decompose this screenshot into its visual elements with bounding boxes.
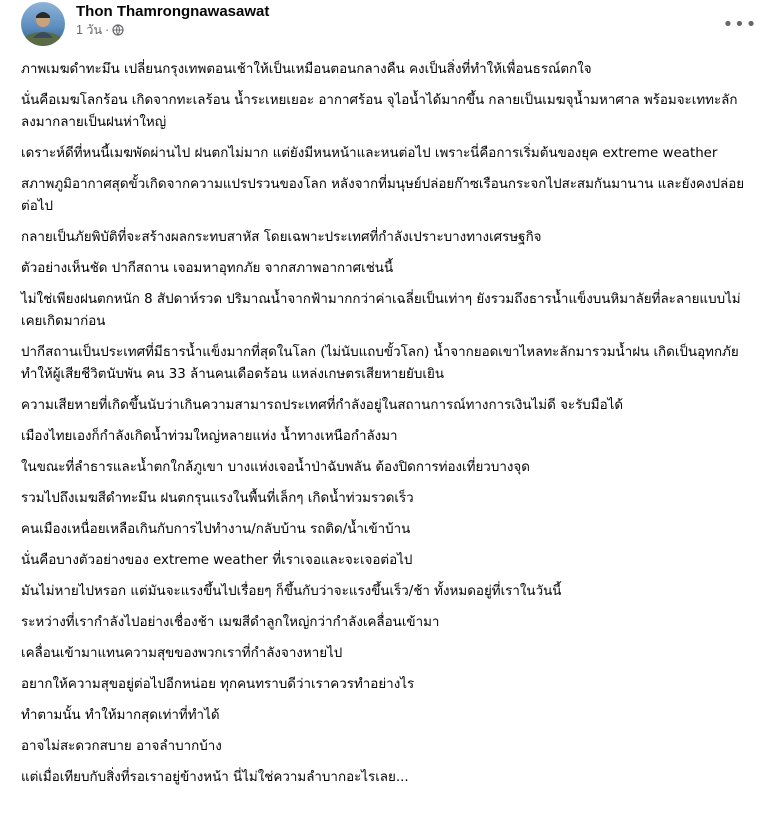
post-meta <box>76 22 269 38</box>
more-options-icon: ••• <box>722 13 758 35</box>
author-avatar[interactable] <box>21 2 65 46</box>
post-paragraph: มันไม่หายไปหรอก แต่มันจะแรงขึ้นไปเรื่อยๆ ก็ขึ้นกับว่าจะแรงขึ้นเร็ว/ช้า ทั้งหมดอยู่ที่เราในวันนี้ <box>21 584 562 599</box>
post-paragraph: เมืองไทยเองก็กำลังเกิดน้ำท่วมใหญ่หลายแห่ง น้ำทางเหนือกำลังมา <box>21 429 398 444</box>
post-paragraph: ไม่ใช่เพียงฝนตกหนัก 8 สัปดาห์รวด ปริมาณน้ำจากฟ้ามากกว่าค่าเฉลี่ยเป็นเท่าๆ ยังรวมถึงธารน้ำแข็งบนหิมาลัยที่ละลายแบบไม่เคยเกิดมาก่อน <box>21 292 741 329</box>
post-body <box>21 52 752 789</box>
post-paragraph: เดราะห์ดีที่หนนี้เมฆพัดผ่านไป ฝนตกไม่มาก แต่ยังมีหนหน้าและหนต่อไป เพราะนี่คือการเริ่มต้นของยุค extreme weather <box>21 146 718 161</box>
post-header <box>21 0 758 52</box>
post-paragraph: ตัวอย่างเห็นชัด ปากีสถาน เจอมหาอุทกภัย จากสภาพอากาศเช่นนี้ <box>21 261 394 276</box>
globe-icon <box>112 24 124 36</box>
post-paragraph: นั่นคือเมฆโลกร้อน เกิดจากทะเลร้อน น้ำระเหยเยอะ อากาศร้อน จุไอน้ำได้มากขึ้น กลายเป็นเมฆจุน้ำมหาศาล พร้อมจะเททะลักลงมากลายเป็นฝนห่าใหญ่ <box>21 93 738 130</box>
more-options-button[interactable] <box>722 6 758 42</box>
post-paragraph: กลายเป็นภัยพิบัติที่จะสร้างผลกระทบสาหัส โดยเฉพาะประเทศที่กำลังเปราะบางทางเศรษฐกิจ <box>21 230 542 245</box>
post-paragraph: รวมไปถึงเมฆสีดำทะมึน ฝนตกรุนแรงในพื้นที่เล็กๆ เกิดน้ำท่วมรวดเร็ว <box>21 491 414 506</box>
post-paragraph: ปากีสถานเป็นประเทศที่มีธารน้ำแข็งมากที่สุดในโลก (ไม่นับแถบขั้วโลก) น้ำจากยอดเขาไหลทะลักมารวมน้ำฝน เกิดเป็นอุทกภัยทำให้ผู้เสียชีวิตนับพัน คน 33 ล้านคนเดือดร้อน แหล่งเกษตรเสียหายยับเยิน <box>21 345 739 382</box>
post-paragraph: ในขณะที่ลำธารและน้ำตกใกล้ภูเขา บางแห่งเจอน้ำป่าฉับพลัน ต้องปิดการท่องเที่ยวบางจุด <box>21 460 530 475</box>
post-paragraph: ระหว่างที่เรากำลังไปอย่างเชื่องช้า เมฆสีดำลูกใหญ่กว่ากำลังเคลื่อนเข้ามา <box>21 615 440 630</box>
meta-separator: · <box>105 23 110 37</box>
avatar-photo <box>21 2 65 46</box>
author-name[interactable]: Thon Thamrongnawasawat <box>76 3 270 20</box>
post-paragraph: ทำตามนั้น ทำให้มากสุดเท่าที่ทำได้ <box>21 708 220 723</box>
post-paragraph: อยากให้ความสุขอยู่ต่อไปอีกหน่อย ทุกคนทราบดีว่าเราควรทำอย่างไร <box>21 677 415 692</box>
post-paragraph: เคลื่อนเข้ามาแทนความสุขของพวกเราที่กำลังจางหายไป <box>21 646 343 661</box>
post-paragraph: สภาพภูมิอากาศสุดขั้วเกิดจากความแปรปรวนของโลก หลังจากที่มนุษย์ปล่อยก๊าซเรือนกระจกไปสะสมกันมานาน และยังคงปล่อยต่อไป <box>21 177 745 214</box>
post-paragraph: แต่เมื่อเทียบกับสิ่งที่รอเราอยู่ข้างหน้า นี่ไม่ใช่ความลำบากอะไรเลย... <box>21 770 409 785</box>
post-paragraph: อาจไม่สะดวกสบาย อาจลำบากบ้าง <box>21 739 222 754</box>
post-paragraph: คนเมืองเหนื่อยเหลือเกินกับการไปทำงาน/กลับบ้าน รถติด/น้ำเข้าบ้าน <box>21 522 411 537</box>
post-paragraph: นั่นคือบางตัวอย่างของ extreme weather ที่เราเจอและจะเจอต่อไป <box>21 553 413 568</box>
post-timestamp[interactable]: 1 วัน <box>76 23 102 37</box>
post-paragraph: ความเสียหายที่เกิดขึ้นนับว่าเกินความสามารถประเทศที่กำลังอยู่ในสถานการณ์ทางการเงินไม่ดี จะรับมือได้ <box>21 398 624 413</box>
post-paragraph: ภาพเมฆดำทะมึน เปลี่ยนกรุงเทพตอนเช้าให้เป็นเหมือนตอนกลางคืน คงเป็นสิ่งที่ทำให้เพื่อนธรณ์ตกใจ <box>21 62 592 77</box>
author-block <box>76 2 269 38</box>
